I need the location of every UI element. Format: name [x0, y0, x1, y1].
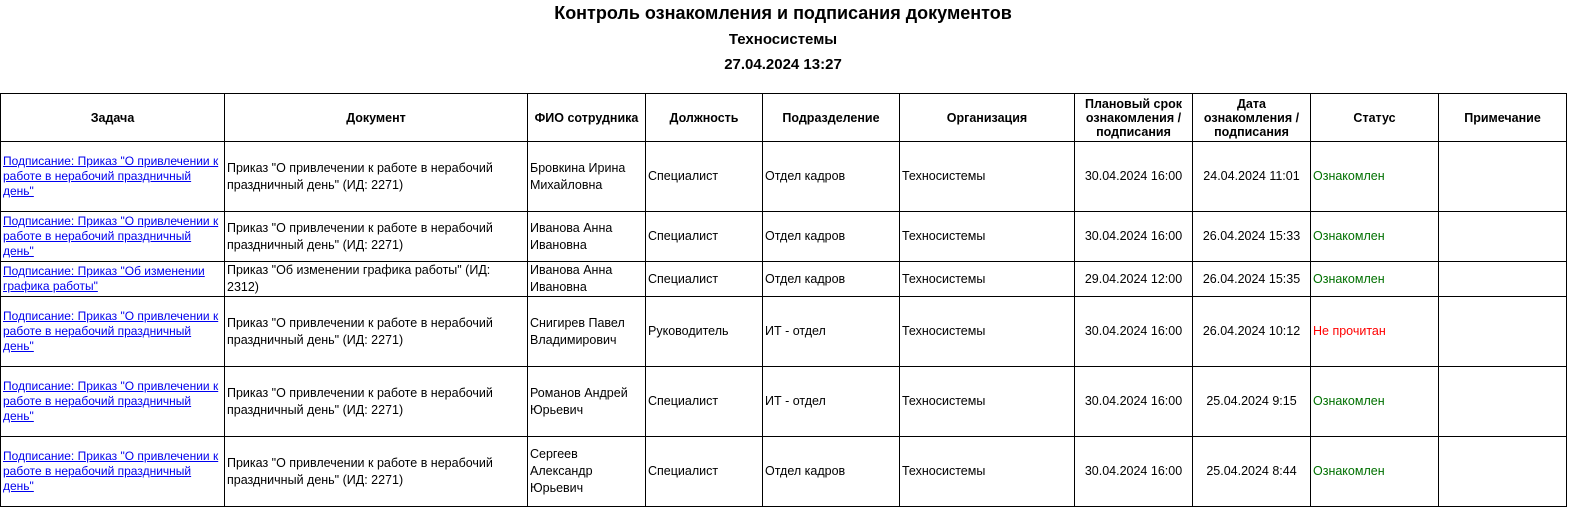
status-cell: Ознакомлен [1311, 437, 1439, 507]
actual-date-cell: 26.04.2024 15:33 [1193, 212, 1311, 262]
employee-cell: Романов Андрей Юрьевич [528, 367, 646, 437]
task-cell [1, 367, 225, 437]
document-cell: Приказ "Об изменении графика работы" (ИД: 2312) [225, 262, 528, 297]
organization-cell: Техносистемы [900, 437, 1075, 507]
actual-date-cell: 26.04.2024 15:35 [1193, 262, 1311, 297]
col-header-status: Статус [1311, 94, 1439, 142]
organization-cell: Техносистемы [900, 262, 1075, 297]
organization-cell: Техносистемы [900, 212, 1075, 262]
task-cell [1, 262, 225, 297]
table-row [1, 142, 1567, 212]
col-header-position: Должность [646, 94, 763, 142]
employee-cell: Снигирев Павел Владимирович [528, 297, 646, 367]
report-table [0, 93, 1567, 507]
status-cell: Ознакомлен [1311, 212, 1439, 262]
organization-cell: Техносистемы [900, 367, 1075, 437]
employee-cell: Сергеев Александр Юрьевич [528, 437, 646, 507]
department-cell: ИТ - отдел [763, 367, 900, 437]
position-cell: Специалист [646, 142, 763, 212]
document-cell: Приказ "О привлечении к работе в нерабочий праздничный день" (ИД: 2271) [225, 297, 528, 367]
employee-cell: Иванова Анна Ивановна [528, 262, 646, 297]
document-cell: Приказ "О привлечении к работе в нерабочий праздничный день" (ИД: 2271) [225, 367, 528, 437]
position-cell: Руководитель [646, 297, 763, 367]
status-cell: Не прочитан [1311, 297, 1439, 367]
department-cell: Отдел кадров [763, 262, 900, 297]
col-header-department: Подразделение [763, 94, 900, 142]
task-cell [1, 142, 225, 212]
planned-date-cell: 30.04.2024 16:00 [1075, 367, 1193, 437]
planned-date-cell: 30.04.2024 16:00 [1075, 142, 1193, 212]
col-header-employee: ФИО сотрудника [528, 94, 646, 142]
table-row [1, 262, 1567, 297]
actual-date-cell: 26.04.2024 10:12 [1193, 297, 1311, 367]
position-cell: Специалист [646, 437, 763, 507]
note-cell [1439, 142, 1567, 212]
report-organization: Техносистемы [728, 31, 838, 48]
task-cell [1, 297, 225, 367]
position-cell: Специалист [646, 262, 763, 297]
task-cell [1, 212, 225, 262]
actual-date-cell: 24.04.2024 11:01 [1193, 142, 1311, 212]
department-cell: ИТ - отдел [763, 297, 900, 367]
task-link[interactable]: Подписание: Приказ "Об изменении графика работы" [3, 264, 205, 293]
status-cell: Ознакомлен [1311, 367, 1439, 437]
organization-cell: Техносистемы [900, 297, 1075, 367]
table-row [1, 297, 1567, 367]
header-row [1, 94, 1567, 142]
document-cell: Приказ "О привлечении к работе в нерабочий праздничный день" (ИД: 2271) [225, 437, 528, 507]
table-row [1, 367, 1567, 437]
department-cell: Отдел кадров [763, 142, 900, 212]
task-link[interactable]: Подписание: Приказ "О привлечении к работе в нерабочий праздничный день" [3, 449, 219, 493]
actual-date-cell: 25.04.2024 9:15 [1193, 367, 1311, 437]
employee-cell: Бровкина Ирина Михайловна [528, 142, 646, 212]
status-cell: Ознакомлен [1311, 262, 1439, 297]
employee-cell: Иванова Анна Ивановна [528, 212, 646, 262]
table-row [1, 212, 1567, 262]
task-link[interactable]: Подписание: Приказ "О привлечении к работе в нерабочий праздничный день" [3, 379, 219, 423]
position-cell: Специалист [646, 212, 763, 262]
department-cell: Отдел кадров [763, 437, 900, 507]
planned-date-cell: 30.04.2024 16:00 [1075, 212, 1193, 262]
position-cell: Специалист [646, 367, 763, 437]
note-cell [1439, 437, 1567, 507]
col-header-actual: Дата ознакомления / подписания [1193, 94, 1311, 142]
col-header-task: Задача [1, 94, 225, 142]
note-cell [1439, 212, 1567, 262]
note-cell [1439, 367, 1567, 437]
note-cell [1439, 262, 1567, 297]
report-datetime: 27.04.2024 13:27 [724, 56, 842, 73]
task-link[interactable]: Подписание: Приказ "О привлечении к работе в нерабочий праздничный день" [3, 309, 219, 353]
planned-date-cell: 30.04.2024 16:00 [1075, 437, 1193, 507]
report-title: Контроль ознакомления и подписания документов [554, 3, 1012, 23]
col-header-planned: Плановый срок ознакомления / подписания [1075, 94, 1193, 142]
planned-date-cell: 29.04.2024 12:00 [1075, 262, 1193, 297]
actual-date-cell: 25.04.2024 8:44 [1193, 437, 1311, 507]
organization-cell: Техносистемы [900, 142, 1075, 212]
task-cell [1, 437, 225, 507]
task-link[interactable]: Подписание: Приказ "О привлечении к работе в нерабочий праздничный день" [3, 214, 219, 258]
table-row [1, 437, 1567, 507]
note-cell [1439, 297, 1567, 367]
col-header-organization: Организация [900, 94, 1075, 142]
planned-date-cell: 30.04.2024 16:00 [1075, 297, 1193, 367]
department-cell: Отдел кадров [763, 212, 900, 262]
document-cell: Приказ "О привлечении к работе в нерабочий праздничный день" (ИД: 2271) [225, 212, 528, 262]
task-link[interactable]: Подписание: Приказ "О привлечении к работе в нерабочий праздничный день" [3, 154, 219, 198]
status-cell: Ознакомлен [1311, 142, 1439, 212]
col-header-note: Примечание [1439, 94, 1567, 142]
col-header-document: Документ [225, 94, 528, 142]
document-cell: Приказ "О привлечении к работе в нерабочий праздничный день" (ИД: 2271) [225, 142, 528, 212]
